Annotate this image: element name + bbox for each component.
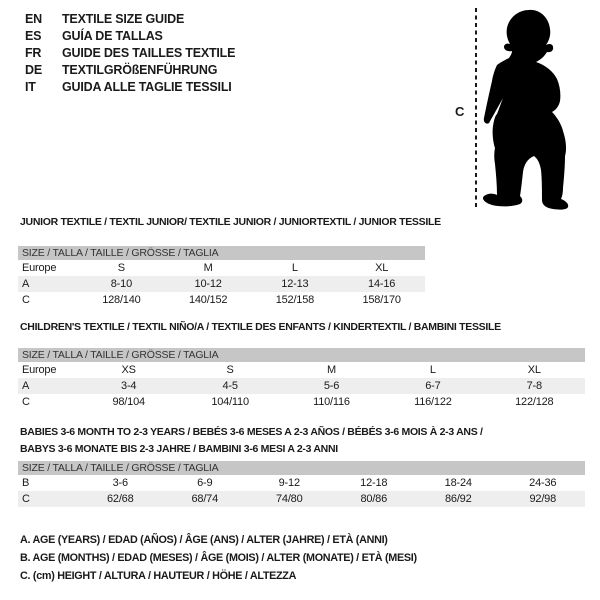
table-row bbox=[18, 292, 425, 308]
size-cell: XL bbox=[527, 364, 541, 376]
size-cell: M bbox=[203, 262, 213, 274]
size-cell: 158/170 bbox=[362, 294, 401, 306]
footnote-line: C. (cm) HEIGHT / ALTURA / HAUTEUR / HÖHE / ALTEZZA bbox=[20, 570, 297, 582]
footnote-legend bbox=[20, 531, 417, 585]
junior-size-table bbox=[18, 246, 425, 308]
table-row bbox=[18, 394, 585, 410]
babies-section bbox=[18, 424, 585, 507]
language-code: DE bbox=[25, 62, 42, 77]
size-cell: 3-4 bbox=[121, 380, 137, 392]
children-section bbox=[18, 319, 585, 410]
size-cell: 140/152 bbox=[188, 294, 228, 306]
babies-section-title-line-1: BABIES 3-6 MONTH TO 2-3 YEARS / BEBÉS 3-6 MESES A 2-3 AÑOS / BÉBÉS 3-6 MOIS À 2-3 ANS / bbox=[20, 426, 483, 438]
size-cell: 7-8 bbox=[526, 380, 542, 392]
language-row bbox=[25, 10, 235, 27]
row-label: A bbox=[22, 380, 30, 392]
size-cell: L bbox=[429, 364, 436, 376]
table-header-bar: SIZE / TALLA / TAILLE / GRÖSSE / TAGLIA bbox=[18, 461, 585, 475]
size-cell: S bbox=[117, 262, 125, 274]
size-cell: 152/158 bbox=[275, 294, 315, 306]
language-header-block bbox=[25, 10, 235, 95]
table-header-bar: SIZE / TALLA / TAILLE / GRÖSSE / TAGLIA bbox=[18, 348, 585, 362]
height-marker-label: C bbox=[455, 104, 465, 119]
size-cell: 74/80 bbox=[275, 493, 303, 505]
size-cell: 80/86 bbox=[360, 493, 388, 505]
language-title: TEXTILGRÖßENFÜHRUNG bbox=[62, 62, 218, 77]
row-label: C bbox=[22, 493, 30, 505]
language-title: GUÍA DE TALLAS bbox=[62, 28, 163, 43]
language-row bbox=[25, 78, 235, 95]
size-cell: 4-5 bbox=[222, 380, 238, 392]
row-label: C bbox=[22, 294, 30, 306]
size-cell: 104/110 bbox=[211, 396, 249, 408]
size-cell: 9-12 bbox=[278, 477, 300, 489]
baby-silhouette-icon bbox=[483, 10, 568, 210]
size-cell: 3-6 bbox=[112, 477, 128, 489]
size-cell: L bbox=[291, 262, 298, 274]
language-title: GUIDA ALLE TAGLIE TESSILI bbox=[62, 79, 232, 94]
row-label: A bbox=[22, 278, 30, 290]
size-cell: 5-6 bbox=[323, 380, 340, 392]
size-cell: M bbox=[327, 364, 336, 376]
size-cell: 122/128 bbox=[515, 396, 554, 408]
size-cell: XL bbox=[375, 262, 389, 274]
language-row bbox=[25, 44, 235, 61]
size-cell: 62/68 bbox=[106, 493, 134, 505]
language-row bbox=[25, 27, 235, 44]
children-size-table bbox=[18, 348, 585, 410]
size-cell: 86/92 bbox=[444, 493, 472, 505]
language-row bbox=[25, 61, 235, 78]
junior-section-title: JUNIOR TEXTILE / TEXTIL JUNIOR/ TEXTILE JUNIOR / JUNIORTEXTIL / JUNIOR TESSILE bbox=[20, 216, 441, 228]
babies-section-title-line-2: BABYS 3-6 MONATE BIS 2-3 JAHRE / BAMBINI 3-6 MESI A 2-3 ANNI bbox=[20, 443, 338, 455]
junior-section bbox=[18, 214, 441, 308]
children-section-title: CHILDREN'S TEXTILE / TEXTIL NIÑO/A / TEXTILE DES ENFANTS / KINDERTEXTIL / BAMBINI TESSILE bbox=[20, 321, 501, 333]
language-code: EN bbox=[25, 11, 42, 26]
footnote-line: B. AGE (MONTHS) / EDAD (MESES) / ÂGE (MOIS) / ALTER (MONATE) / ETÀ (MESI) bbox=[20, 552, 417, 564]
table-header-bar: SIZE / TALLA / TAILLE / GRÖSSE / TAGLIA bbox=[18, 246, 425, 260]
table-row bbox=[18, 260, 425, 276]
size-cell: XS bbox=[121, 364, 136, 376]
size-cell: 12-13 bbox=[281, 278, 309, 290]
language-code: FR bbox=[25, 45, 42, 60]
size-cell: 14-16 bbox=[368, 278, 396, 290]
babies-size-table bbox=[18, 461, 585, 507]
table-row bbox=[18, 475, 585, 491]
table-row bbox=[18, 276, 425, 292]
size-cell: 98/104 bbox=[112, 396, 145, 408]
size-cell: 6-7 bbox=[425, 380, 441, 392]
size-cell: 110/116 bbox=[313, 396, 350, 408]
language-title: GUIDE DES TAILLES TEXTILE bbox=[62, 45, 236, 60]
size-cell: 12-18 bbox=[360, 477, 388, 489]
size-cell: 8-10 bbox=[110, 278, 132, 290]
size-cell: 68/74 bbox=[191, 493, 219, 505]
size-cell: 92/98 bbox=[529, 493, 557, 505]
language-code: ES bbox=[25, 28, 42, 43]
language-code: IT bbox=[25, 79, 36, 94]
table-row bbox=[18, 378, 585, 394]
size-cell: S bbox=[226, 364, 234, 376]
footnote-line: A. AGE (YEARS) / EDAD (AÑOS) / ÂGE (ANS) / ALTER (JAHRE) / ETÀ (ANNI) bbox=[20, 534, 388, 546]
baby-figure bbox=[450, 2, 600, 212]
table-row bbox=[18, 491, 585, 507]
language-title: TEXTILE SIZE GUIDE bbox=[62, 11, 185, 26]
row-label: C bbox=[22, 396, 30, 408]
size-cell: 18-24 bbox=[444, 477, 472, 489]
row-label: Europe bbox=[22, 364, 57, 376]
table-row bbox=[18, 362, 585, 378]
size-cell: 116/122 bbox=[414, 396, 452, 408]
size-cell: 24-36 bbox=[529, 477, 557, 489]
row-label: B bbox=[22, 477, 30, 489]
size-cell: 128/140 bbox=[102, 294, 141, 306]
row-label: Europe bbox=[22, 262, 57, 274]
size-cell: 6-9 bbox=[197, 477, 213, 489]
size-cell: 10-12 bbox=[194, 278, 222, 290]
